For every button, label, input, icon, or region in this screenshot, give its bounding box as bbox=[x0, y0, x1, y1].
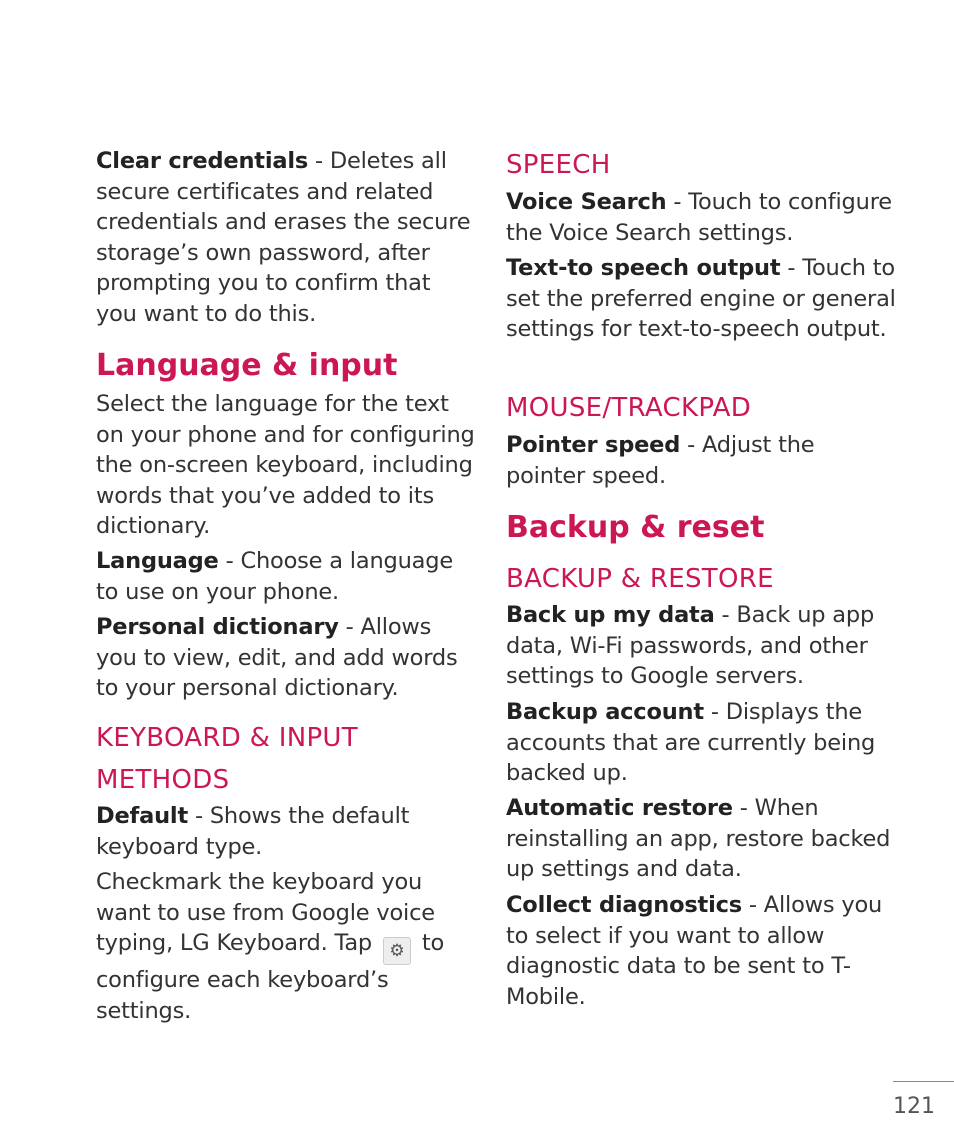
clear-credentials-desc: - Deletes all secure certificates and related credentials and erases the secure storage’s own password, after prompting you to confirm that you want to do this. bbox=[96, 148, 471, 327]
backup-account-desc: - Displays the accounts that are currently being backed up. bbox=[506, 699, 876, 786]
pointer-speed-desc: - Adjust the pointer speed. bbox=[506, 432, 815, 489]
tts-term: Text-to speech output bbox=[506, 255, 781, 281]
language-desc: - Choose a language to use on your phone. bbox=[96, 548, 453, 605]
backup-account-term: Backup account bbox=[506, 699, 704, 725]
language-item bbox=[96, 546, 478, 607]
pointer-speed-term: Pointer speed bbox=[506, 432, 681, 458]
back-up-data-term: Back up my data bbox=[506, 602, 715, 628]
personal-dictionary-item bbox=[96, 612, 478, 704]
mouse-trackpad-heading: MOUSE/TRACKPAD bbox=[506, 393, 752, 423]
backup-account-item bbox=[506, 697, 898, 789]
backup-reset-heading: Backup & reset bbox=[506, 510, 765, 545]
page-number: 121 bbox=[893, 1094, 935, 1119]
default-desc: - Shows the default keyboard type. bbox=[96, 803, 410, 860]
tts-desc: - Touch to set the preferred engine or general settings for text-to-speech output. bbox=[506, 255, 896, 342]
keyboard-heading-line2: METHODS bbox=[96, 765, 230, 795]
voice-search-term: Voice Search bbox=[506, 189, 667, 215]
personal-dictionary-term: Personal dictionary bbox=[96, 614, 339, 640]
default-term: Default bbox=[96, 803, 188, 829]
page-number-rule bbox=[893, 1081, 954, 1082]
automatic-restore-item bbox=[506, 793, 898, 885]
language-term: Language bbox=[96, 548, 219, 574]
clear-credentials-item bbox=[96, 146, 478, 329]
tts-item bbox=[506, 253, 898, 345]
collect-diagnostics-item bbox=[506, 890, 898, 1012]
default-keyboard-item bbox=[96, 801, 478, 862]
back-up-data-item bbox=[506, 600, 898, 692]
backup-restore-heading: BACKUP & RESTORE bbox=[506, 564, 774, 594]
gear-icon: ⚙ bbox=[383, 937, 411, 965]
automatic-restore-desc: - When reinstalling an app, restore backed up settings and data. bbox=[506, 795, 891, 882]
collect-diagnostics-term: Collect diagnostics bbox=[506, 892, 742, 918]
voice-search-item bbox=[506, 187, 898, 248]
checkmark-text-before: Checkmark the keyboard you want to use from Google voice typing, LG Keyboard. Tap bbox=[96, 869, 435, 956]
clear-credentials-term: Clear credentials bbox=[96, 148, 309, 174]
language-input-heading: Language & input bbox=[96, 348, 398, 383]
collect-diagnostics-desc: - Allows you to select if you want to allow diagnostic data to be sent to T-Mobile. bbox=[506, 892, 883, 1010]
automatic-restore-term: Automatic restore bbox=[506, 795, 733, 821]
language-input-intro: Select the language for the text on your phone and for configuring the on-screen keyboard, including words that you’ve added to its dictionary. bbox=[96, 391, 475, 539]
checkmark-keyboard-item bbox=[96, 867, 478, 1026]
keyboard-heading-line1: KEYBOARD & INPUT bbox=[96, 723, 358, 753]
back-up-data-desc: - Back up app data, Wi-Fi passwords, and other settings to Google servers. bbox=[506, 602, 875, 689]
checkmark-text-after: to configure each keyboard’s settings. bbox=[96, 930, 445, 1024]
speech-heading: SPEECH bbox=[506, 150, 611, 180]
pointer-speed-item bbox=[506, 430, 898, 491]
personal-dictionary-desc: - Allows you to view, edit, and add words to your personal dictionary. bbox=[96, 614, 458, 701]
voice-search-desc: - Touch to configure the Voice Search settings. bbox=[506, 189, 892, 246]
